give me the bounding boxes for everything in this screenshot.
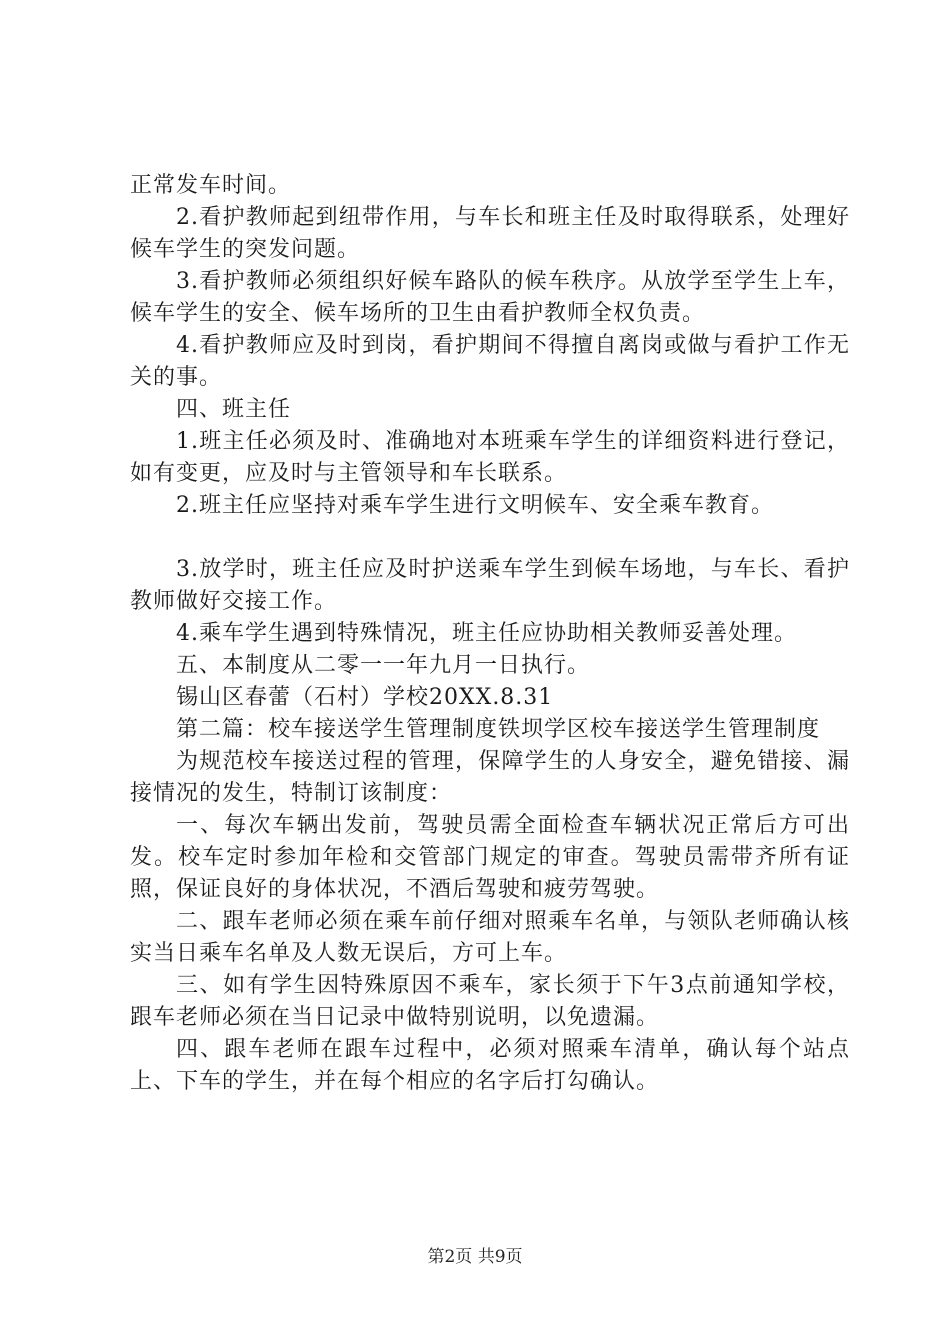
paragraph-0: 正常发车时间。 bbox=[130, 173, 292, 198]
section-title-part-two: 第二篇：校车接送学生管理制度铁坝学区校车接送学生管理制度 bbox=[176, 717, 821, 742]
paragraph-12: 为规范校车接送过程的管理，保障学生的人身安全，避免错接、漏接情况的发生，特制订该制度： bbox=[130, 749, 850, 806]
paragraph-6: 2.班主任应坚持对乘车学生进行文明候车、安全乘车教育。 bbox=[176, 493, 774, 518]
paragraph-9: 五、本制度从二零一一年九月一日执行。 bbox=[176, 653, 591, 678]
paragraph-5: 1.班主任必须及时、准确地对本班乘车学生的详细资料进行登记，如有变更，应及时与主管领导和车长联系。 bbox=[130, 429, 850, 486]
paragraph-13: 一、每次车辆出发前，驾驶员需全面检查车辆状况正常后方可出发。校车定时参加年检和交管部门规定的审查。驾驶员需带齐所有证照，保证良好的身体状况，不酒后驾驶和疲劳驾驶。 bbox=[130, 813, 850, 902]
school-signature: 锡山区春蕾（石村）学校20XX.8.31 bbox=[176, 685, 554, 710]
paragraph-16: 四、跟车老师在跟车过程中，必须对照乘车清单，确认每个站点上、下车的学生，并在每个相应的名字后打勾确认。 bbox=[130, 1037, 850, 1094]
paragraph-2: 3.看护教师必须组织好候车路队的候车秩序。从放学至学生上车，候车学生的安全、候车场所的卫生由看护教师全权负责。 bbox=[130, 269, 850, 326]
paragraph-15: 三、如有学生因特殊原因不乘车，家长须于下午3点前通知学校，跟车老师必须在当日记录中做特别说明，以免遗漏。 bbox=[130, 973, 850, 1030]
paragraph-1: 2.看护教师起到纽带作用，与车长和班主任及时取得联系，处理好候车学生的突发问题。 bbox=[130, 205, 850, 262]
document-body bbox=[130, 170, 850, 1098]
paragraph-3: 4.看护教师应及时到岗，看护期间不得擅自离岗或做与看护工作无关的事。 bbox=[130, 333, 850, 390]
section-heading-head-teacher: 四、班主任 bbox=[176, 397, 292, 422]
blank-line bbox=[130, 522, 850, 554]
page-footer bbox=[0, 1245, 950, 1269]
paragraph-8: 4.乘车学生遇到特殊情况，班主任应协助相关教师妥善处理。 bbox=[176, 621, 797, 646]
paragraph-7: 3.放学时，班主任应及时护送乘车学生到候车场地，与车长、看护教师做好交接工作。 bbox=[130, 557, 850, 614]
paragraph-14: 二、跟车老师必须在乘车前仔细对照乘车名单，与领队老师确认核实当日乘车名单及人数无误后，方可上车。 bbox=[130, 909, 850, 966]
page-number-label: 第2页 共9页 bbox=[427, 1247, 523, 1267]
